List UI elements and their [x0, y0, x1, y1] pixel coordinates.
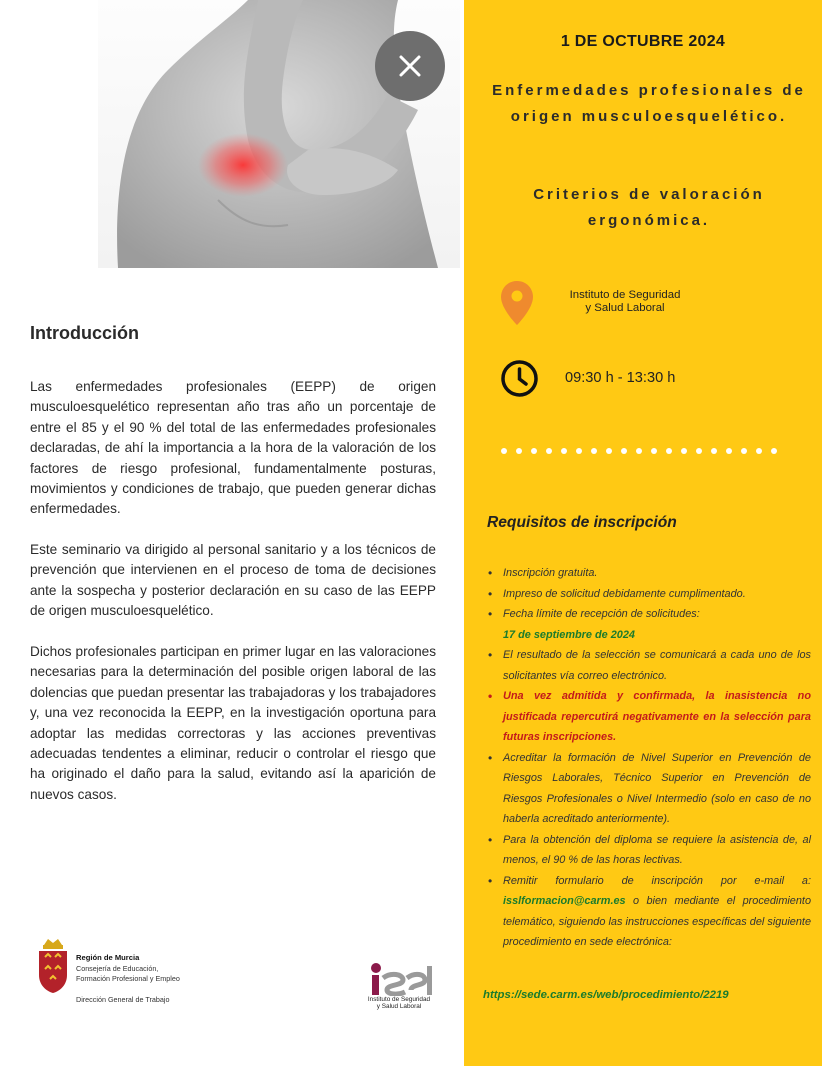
issl-line2: y Salud Laboral: [376, 1003, 422, 1010]
location-pin-icon: [499, 279, 535, 327]
event-location: [552, 289, 698, 315]
issl-text: [363, 996, 435, 1010]
requirement-form: • Impreso de solicitud debidamente cumplimentado.: [487, 584, 811, 605]
requirement-attendance-warning: • Una vez admitida y confirmada, la inasistencia no justificada repercutirá negativamente en la selección para futuras inscripciones.: [487, 686, 811, 748]
requirements-heading: Requisitos de inscripción: [487, 514, 677, 531]
event-title: Enfermedades profesionales de origen musculoesquelético.: [492, 82, 806, 125]
deadline-label: Fecha límite de recepción de solicitudes:: [503, 608, 700, 620]
coat-of-arms-icon: [36, 935, 70, 995]
murcia-direction: Dirección General de Trabajo: [76, 995, 170, 1004]
requirement-training: • Acreditar la formación de Nivel Superior en Prevención de Riesgos Laborales, Técnico Superior en Prevención de Riesgos Profesionales o Nivel Intermedio (solo en caso de no haberla acreditado anteriormente).: [487, 748, 811, 830]
requirement-diploma: • Para la obtención del diploma se requiere la asistencia de, al menos, el 90 % de las horas lectivas.: [487, 830, 811, 871]
intro-heading: Introducción: [30, 323, 139, 343]
close-icon: [398, 54, 422, 78]
dotted-divider: [500, 447, 790, 455]
requirement-deadline: [487, 604, 811, 645]
submit-text-post: o bien mediante el procedimiento telemático, siguiendo las instrucciones específicas del siguiente procedimiento en sede electrónica:: [503, 895, 812, 948]
event-subtitle: Criterios de valoración ergonómica.: [533, 186, 765, 229]
divider-dots: [501, 448, 777, 454]
murcia-text: [76, 953, 180, 985]
intro-paragraph-1: Las enfermedades profesionales (EEPP) de origen musculoesquelético representan año tras año un porcentaje de entre el 85 y el 90 % del total de las enfermedades profesionales declaradas, de ahí la importancia a la hora de la valoración de los factores de riesgo profesional, fundamentalmente posturas, movimientos y condiciones de trabajo, que pueden generar dichas enfermedades.: [30, 379, 436, 517]
issl-mark-icon: [363, 962, 435, 996]
event-date: 1 DE OCTUBRE 2024: [560, 33, 726, 50]
clock-icon: [500, 359, 539, 398]
procedure-link[interactable]: https://sede.carm.es/web/procedimiento/2219: [483, 989, 729, 1001]
email-link[interactable]: isslformacion@carm.es: [503, 895, 626, 907]
murcia-dept-line1: Consejería de Educación,: [76, 963, 159, 973]
location-line1: Instituto de Seguridad: [569, 289, 681, 301]
murcia-dept-line2: Formación Profesional y Empleo: [76, 974, 180, 983]
location-line2: y Salud Laboral: [585, 301, 665, 314]
intro-paragraph-2: Este seminario va dirigido al personal sanitario y a los técnicos de prevención que intervienen en el proceso de toma de decisiones ante la sospecha y posterior declaración en su caso de las EEPP de origen musculoesquelético.: [30, 542, 436, 619]
issl-logo: [363, 962, 435, 1012]
requirement-selection: • El resultado de la selección se comunicará a cada uno de los solicitantes vía correo electrónico.: [487, 645, 811, 686]
murcia-name: Región de Murcia: [76, 953, 140, 962]
requirement-free: • Inscripción gratuita.: [487, 563, 811, 584]
close-button[interactable]: [375, 31, 445, 101]
submit-text-pre: Remitir formulario de inscripción por e-mail a:: [503, 874, 811, 887]
requirements-list: [487, 563, 811, 953]
issl-line1: Instituto de Seguridad: [367, 996, 431, 1003]
deadline-date: 17 de septiembre de 2024: [503, 628, 635, 641]
intro-paragraph-3: Dichos profesionales participan en primer lugar en las valoraciones necesarias para la determinación del posible origen laboral de las dolencias que puedan presentar las trabajadoras y los trabajadores y, una vez reconocida la EEPP, en la investigación oportuna para adoptar las medidas correctoras y las acciones preventivas adecuadas tendentes a eliminar, reducir o controlar el riesgo que ha originado el daño para la salud, evitando así la aparición de nuevos casos.: [30, 644, 436, 802]
event-time: 09:30 h - 13:30 h: [565, 370, 676, 386]
requirement-submit: [487, 871, 811, 953]
region-murcia-logo: [36, 935, 196, 1010]
